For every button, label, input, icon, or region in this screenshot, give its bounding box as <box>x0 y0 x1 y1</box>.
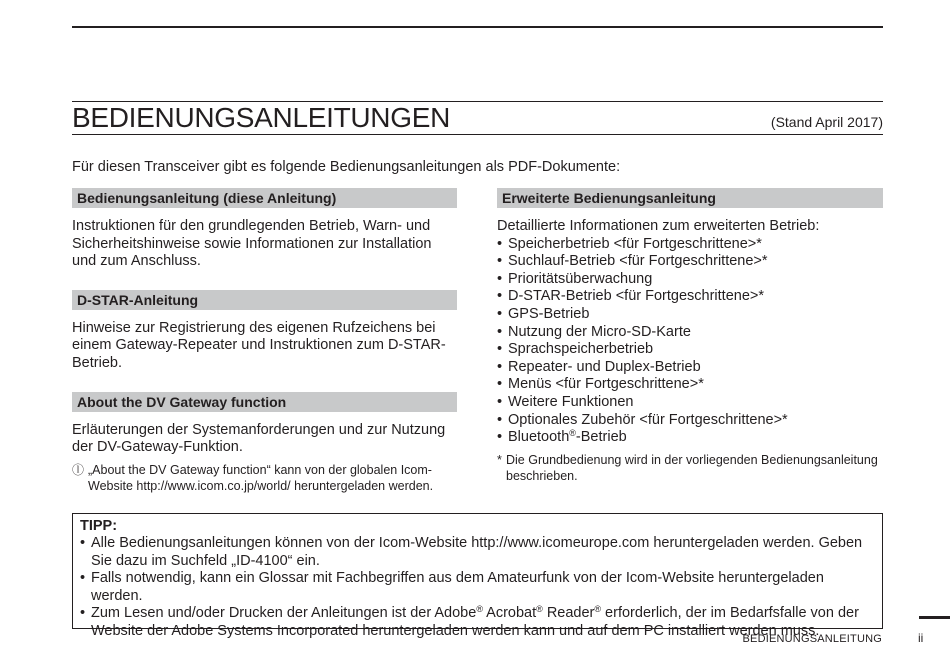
tip-item: • Zum Lesen und/oder Drucken der Anleitungen ist der Adobe® Acrobat® Reader® erforderlich, der im Bedarfsfalle von der Website der Adobe Systems Incorporated heruntergeladen werden kann und auf dem PC installiert werden muss. <box>80 604 859 639</box>
section-intro-erweiterte: Detaillierte Informationen zum erweiterten Betrieb: <box>497 218 820 234</box>
list-item: • Repeater- und Duplex-Betrieb <box>497 358 701 375</box>
section-heading-erweiterte: Erweiterte Bedienungsanleitung <box>497 188 883 208</box>
footnote-text: Die Grundbedienung wird in der vorliegenden Bedienungsanleitung beschrieben. <box>506 452 878 483</box>
tip-item: • Alle Bedienungsanleitungen können von der Icom-Website http://www.icomeurope.com heruntergeladen werden. Geben Sie dazu im Suchfeld „ID-4100“ ein. <box>80 535 863 569</box>
left-column <box>72 188 457 494</box>
list-item: • Suchlauf-Betrieb <für Fortgeschrittene>* <box>497 253 768 270</box>
right-column <box>497 188 883 484</box>
dv-gateway-note <box>72 462 457 494</box>
list-item: • Sprachspeicherbetrieb <box>497 341 654 358</box>
info-circle-icon: ⓛ <box>72 462 85 477</box>
list-item: • Optionales Zubehör <für Fortgeschrittene>* <box>497 411 788 428</box>
footer-label: BEDIENUNGSANLEITUNG <box>742 633 882 645</box>
list-item: • Prioritätsüberwachung <box>497 270 653 287</box>
tip-box <box>72 513 883 639</box>
top-rule <box>72 26 883 28</box>
section-heading-dv-gateway: About the DV Gateway function <box>72 392 457 412</box>
list-item: • D-STAR-Betrieb <für Fortgeschrittene>* <box>497 288 764 305</box>
list-item: • GPS-Betrieb <box>497 305 590 322</box>
page-title: BEDIENUNGSANLEITUNGEN <box>72 102 450 133</box>
section-heading-bedienungsanleitung: Bedienungsanleitung (diese Anleitung) <box>72 188 457 208</box>
list-item-bluetooth: • Bluetooth®-Betrieb <box>497 428 627 446</box>
section-heading-dstar: D-STAR-Anleitung <box>72 290 457 310</box>
side-tab-marker <box>919 616 950 619</box>
list-item: • Nutzung der Micro-SD-Karte <box>497 323 691 340</box>
title-row <box>72 101 883 135</box>
section-body-bedienungsanleitung: Instruktionen für den grundlegenden Betrieb, Warn- und Sicherheitshinweise sowie Informationen zur Installation und zum Anschluss. <box>72 218 432 270</box>
list-item: • Speicherbetrieb <für Fortgeschrittene>* <box>497 235 762 252</box>
section-body-dstar: Hinweise zur Registrierung des eigenen Rufzeichens bei einem Gateway-Repeater und Instruktionen zum D-STAR-Betrieb. <box>72 319 446 371</box>
tip-title: TIPP: <box>80 518 118 534</box>
footnote: * Die Grundbedienung wird in der vorliegenden Bedienungsanleitung beschrieben. <box>497 452 883 484</box>
intro-text: Für diesen Transceiver gibt es folgende Bedienungsanleitungen als PDF-Dokumente: <box>72 159 621 175</box>
list-item: • Weitere Funktionen <box>497 393 634 410</box>
date-note: (Stand April 2017) <box>770 114 883 130</box>
tip-item: • Falls notwendig, kann ein Glossar mit Fachbegriffen aus dem Amateurfunk von der Icom-Website heruntergeladen werden. <box>80 570 824 604</box>
feature-list <box>497 236 883 447</box>
list-item: • Menüs <für Fortgeschrittene>* <box>497 376 704 393</box>
page-number: ii <box>918 631 924 645</box>
section-body-dv-gateway: Erläuterungen der Systemanforderungen und zur Nutzung der DV-Gateway-Funktion. <box>72 421 446 456</box>
dv-gateway-note-text: „About the DV Gateway function“ kann von der globalen Icom-Website http://www.icom.co.jp/world/ heruntergeladen werden. <box>88 462 434 493</box>
